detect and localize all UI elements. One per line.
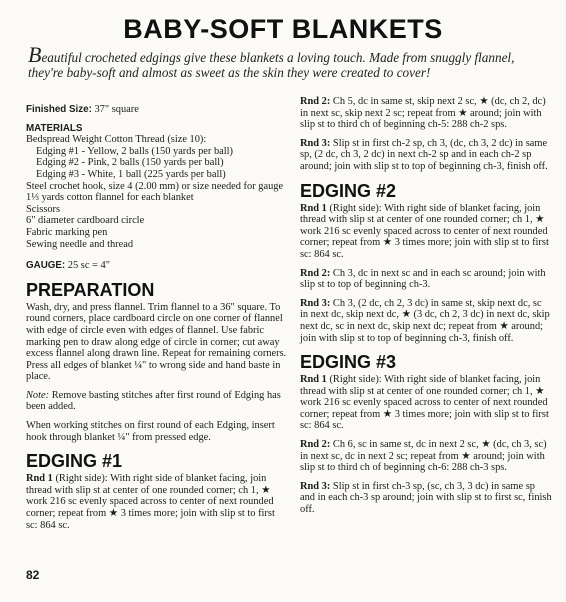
rnd-label: Rnd 2: xyxy=(300,439,331,451)
rnd-text: Ch 3, (2 dc, ch 2, 3 dc) in same st, skip next dc, sc in next dc, skip next dc, ★ (3 dc, ch 2, 3 dc) in next dc, skip next dc, sc in next dc, skip next dc; repeat from ★ around; join with slip st to top of beginning ch-3, finish off. xyxy=(300,297,550,344)
rnd-text: Ch 5, dc in same st, skip next 2 sc, ★ (dc, ch 2, dc) in next sc, skip next 2 sc; repeat from ★ around; join with slip st to third ch of beginning ch-5: 288 ch-2 sps. xyxy=(300,96,546,131)
finished-size-label: Finished Size: xyxy=(26,104,92,115)
edging3-rnd2 xyxy=(300,439,552,474)
rnd-label: Rnd 1 xyxy=(300,202,327,214)
edging2-rnd3 xyxy=(300,298,552,344)
material-item: Steel crochet hook, size 4 (2.00 mm) or size needed for gauge xyxy=(26,180,284,192)
preparation-heading: PREPARATION xyxy=(26,279,155,300)
rnd-label: Rnd 2: xyxy=(300,267,331,279)
rnd-label: Rnd 3: xyxy=(300,297,331,309)
edging1-rnd2 xyxy=(300,96,552,131)
page-number: 82 xyxy=(26,568,40,582)
rnd-label: Rnd 3: xyxy=(300,137,331,149)
edging2-rnd1 xyxy=(300,203,552,261)
right-column xyxy=(300,96,552,523)
rnd-label: Rnd 3: xyxy=(300,480,331,492)
material-item: Bedspread Weight Cotton Thread (size 10): xyxy=(26,134,207,146)
rnd-text: Ch 3, dc in next sc and in each sc around; join with slip st to top of beginning ch-3. xyxy=(300,267,546,291)
material-item: Edging #1 - Yellow, 2 balls (150 yards per ball) xyxy=(36,145,234,157)
edging3-rnd3 xyxy=(300,481,552,516)
material-item: Scissors xyxy=(26,203,61,215)
rnd-text: Slip st in first ch-3 sp, (sc, ch 3, 3 dc) in same sp and in each ch-3 sp around; join with slip st to first sc, finish off. xyxy=(300,480,552,516)
material-item: Sewing needle and thread xyxy=(26,238,134,250)
rnd-label: Rnd 1 xyxy=(26,473,53,485)
preparation-note xyxy=(26,390,288,413)
finished-size-value: 37" square xyxy=(91,104,139,115)
rnd-text: (Right side): With right side of blanket facing, join thread with slip st at center of one rounded corner; ch 1, ★ work 216 sc evenly spaced across to center of next rounded corner; repeat from ★ 3 times more; join with slip st to first sc: 864 sc. xyxy=(26,473,275,531)
rnd-label: Rnd 2: xyxy=(300,96,331,107)
note-label: Note: xyxy=(26,389,50,401)
edging1-rnd3 xyxy=(300,138,552,173)
material-item: Fabric marking pen xyxy=(26,226,108,238)
material-item: 1⅓ yards cotton flannel for each blanket xyxy=(26,192,194,204)
edging3-heading: EDGING #3 xyxy=(300,352,397,373)
materials-heading: MATERIALS xyxy=(26,122,83,134)
material-item: Edging #2 - Pink, 2 balls (150 yards per ball) xyxy=(36,157,224,169)
rnd-label: Rnd 1 xyxy=(300,374,327,386)
rnd-text: (Right side): With right side of blanket facing, join thread with slip st at center of one rounded corner; ch 1, ★ work 216 sc evenly spaced across to center of next rounded corner; repeat from ★ 3 times more; join with slip st to first sc: 864 sc. xyxy=(300,374,549,432)
rnd-text: (Right side): With right side of blanket facing, join thread with slip st at center of one rounded corner; ch 1, ★ work 216 sc evenly spaced across to center of next rounded corner; repeat from ★ 3 times more; join with slip st to first sc: 864 sc. xyxy=(300,202,549,260)
edging2-rnd2 xyxy=(300,268,552,291)
edging3-rnd1 xyxy=(300,374,552,432)
preparation-text: Wash, dry, and press flannel. Trim flannel to a 36" square. To round corners, place cardboard circle on one corner of flannel with edge of circle even with edges of flannel. Use fabric marking pen to draw along edge of circle in corner; cut away excess flannel along drawn line. Repeat for remaining corners. Press all edges of blanket ¼" to wrong side and hand baste in place. xyxy=(26,301,287,383)
intro-dropcap: B xyxy=(28,42,42,67)
materials-list xyxy=(26,134,288,250)
left-column xyxy=(26,104,288,538)
page-title: BABY-SOFT BLANKETS xyxy=(123,14,443,44)
note-text: Remove basting stitches after first round of Edging has been added. xyxy=(26,389,281,413)
intro-paragraph xyxy=(28,42,548,80)
rnd-text: Slip st in first ch-2 sp, ch 3, (dc, ch 3, 2 dc) in same sp, (2 dc, ch 3, 2 dc) in next ch-2 sp and in each ch-2 sp around; join with slip st to top of beginning ch-3, finish off. xyxy=(300,137,548,172)
preparation-tip: When working stitches on first round of each Edging, insert hook through blanket ¼" from pressed edge. xyxy=(26,420,275,443)
material-item: 6" diameter cardboard circle xyxy=(26,215,145,227)
edging2-heading: EDGING #2 xyxy=(300,180,397,201)
edging1-rnd1 xyxy=(26,473,288,531)
rnd-text: Ch 6, sc in same st, dc in next 2 sc, ★ (dc, ch 3, sc) in next sc, dc in next 2 sc; repeat from ★ around; join with slip st to third ch of beginning ch-6: 288 ch-3 sps. xyxy=(300,439,547,474)
gauge-label: GAUGE: xyxy=(26,260,66,272)
intro-text: eautiful crocheted edgings give these blankets a loving touch. Made from snuggly flannel, they're baby-soft and almost as sweet as the skin they were created to cover! xyxy=(28,50,515,80)
gauge-value: 25 sc = 4" xyxy=(65,260,110,272)
material-item: Edging #3 - White, 1 ball (225 yards per ball) xyxy=(36,168,226,180)
finished-size xyxy=(26,104,288,116)
gauge xyxy=(26,260,288,272)
edging1-heading: EDGING #1 xyxy=(26,451,123,472)
